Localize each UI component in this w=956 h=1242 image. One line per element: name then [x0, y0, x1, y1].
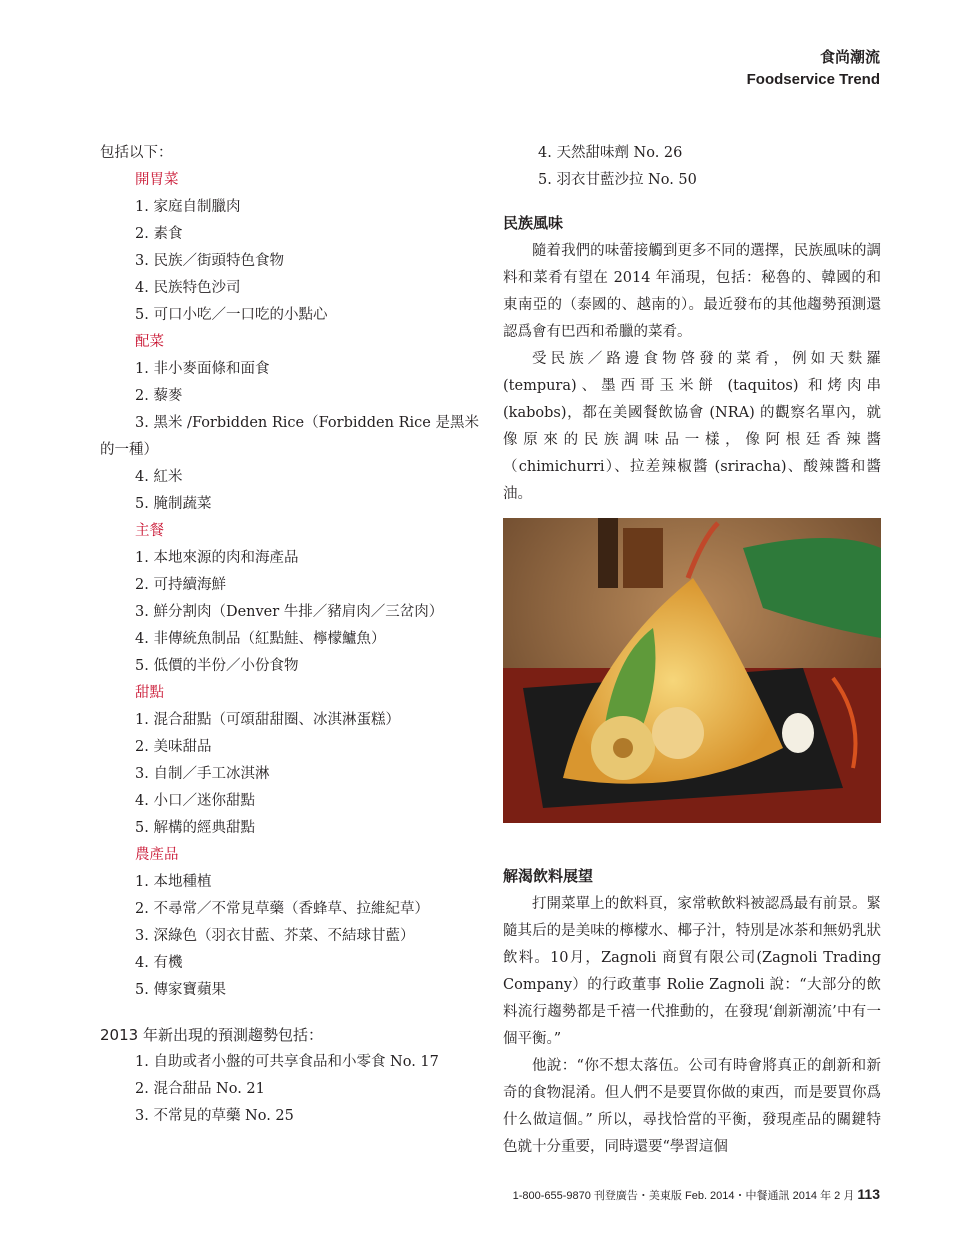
tempura-photo — [503, 518, 881, 823]
list-item: 1. 非小麥面條和面食 — [135, 361, 270, 377]
paragraph: 打開菜單上的飲料頁，家常軟飲料被認爲最有前景。緊隨其后的是美味的檸檬水、椰子汁，特別是冰茶和無奶乳狀飲料。10月，Zagnoli 商貿有限公司(Zagnoli Trading Company）的行政董事 Rolie Zagnoli 說：“大部分的飲料流行趨勢都是千禧一代推動的，在發現‘創新潮流’中有一個平衡。” — [503, 896, 881, 1047]
category-title: 開胃菜 — [135, 172, 179, 188]
list-item: 2. 混合甜品 No. 21 — [135, 1081, 265, 1097]
list-item: 4. 小口／迷你甜點 — [135, 793, 255, 809]
list-item: 5. 傳家寶蘋果 — [135, 982, 226, 998]
left-column — [100, 140, 480, 1130]
section-title-cn: 食尚潮流 — [819, 48, 880, 66]
list-item: 2. 素食 — [135, 226, 183, 242]
list-item: 3. 自制／手工冰淇淋 — [135, 766, 270, 782]
list-item: 3. 民族／街頭特色食物 — [135, 253, 284, 269]
list-item: 3. 黑米 /Forbidden Rice（Forbidden Rice 是黑米 — [135, 415, 479, 431]
list-item: 5. 腌制蔬菜 — [135, 496, 212, 512]
list-item: 3. 深綠色（羽衣甘藍、芥菜、不結球甘藍） — [135, 928, 415, 944]
page-footer — [513, 1186, 880, 1203]
list-item: 4. 天然甜味劑 No. 26 — [538, 145, 683, 161]
list-item: 1. 本地種植 — [135, 874, 212, 890]
trend-heading: 2013 年新出現的預測趨勢包括： — [100, 1026, 323, 1044]
paragraph: 隨着我們的味蕾接觸到更多不同的選擇，民族風味的調料和菜肴有望在 2014 年涌現，包括：秘魯的、韓國的和東南亞的（泰國的、越南的）。最近發布的其他趨勢預測還認爲會有巴西和希臘的菜肴。 — [503, 243, 881, 340]
list-item: 2. 可持續海鮮 — [135, 577, 226, 593]
category-title: 配菜 — [135, 334, 164, 350]
list-item: 5. 羽衣甘藍沙拉 No. 50 — [538, 172, 697, 188]
list-item: 4. 有機 — [135, 955, 183, 971]
drinks-body — [503, 891, 881, 1161]
category-title: 主餐 — [135, 523, 164, 539]
intro-text: 包括以下： — [100, 145, 173, 161]
section-title-en: Foodservice Trend — [746, 71, 880, 88]
list-item: 4. 紅米 — [135, 469, 183, 485]
footer-text: 1-800-655-9870 刊登廣告・美東版 Feb. 2014・中餐通訊 2014 年 2 月 — [512, 1190, 855, 1202]
ethnic-body — [503, 238, 881, 508]
category-title: 農產品 — [135, 847, 179, 863]
list-item: 3. 不常見的草藥 No. 25 — [135, 1108, 294, 1124]
list-item: 3. 鮮分割肉（Denver 牛排／豬肩肉／三岔肉） — [135, 604, 444, 620]
ethnic-heading: 民族風味 — [503, 214, 564, 232]
list-item: 4. 非傳統魚制品（紅點鮭、檸檬鱸魚） — [135, 631, 386, 647]
list-item: 2. 藜麥 — [135, 388, 183, 404]
list-item: 2. 不尋常／不常見草藥（香蜂草、拉維紀草） — [135, 901, 429, 917]
list-item: 5. 低價的半份／小份食物 — [135, 658, 299, 674]
list-item-continuation: 的一種） — [100, 442, 158, 458]
list-item: 1. 混合甜點（可頌甜甜圈、冰淇淋蛋糕） — [135, 712, 400, 728]
list-item: 1. 自助或者小盤的可共享食品和小零食 No. 17 — [135, 1054, 439, 1070]
category-title: 甜點 — [135, 685, 164, 701]
paragraph: 他說：“你不想太落伍。公司有時會將真正的創新和新奇的食物混淆。但人們不是要買你做的東西，而是要買你爲什么做這個。” 所以，尋找恰當的平衡，發現產品的關鍵特色就十分重要，同時還要“學習這個 — [503, 1058, 881, 1155]
list-item: 1. 家庭自制臘肉 — [135, 199, 241, 215]
list-item: 2. 美味甜品 — [135, 739, 212, 755]
page-number: 113 — [857, 1186, 880, 1202]
drinks-heading: 解渴飲料展望 — [503, 867, 594, 885]
right-column — [503, 140, 881, 1161]
paragraph: 受民族／路邊食物啓發的菜肴，例如天麩羅 (tempura)、墨西哥玉米餅 (taquitos) 和烤肉串 (kabobs)，都在美國餐飲協會 (NRA) 的觀察名單內，就像原來的民族調味品一樣，像阿根廷香辣醬（chimichurri）、拉差辣椒醬 (sriracha)、酸辣醬和醬油。 — [503, 351, 881, 502]
list-item: 1. 本地來源的肉和海產品 — [135, 550, 299, 566]
list-item: 5. 解構的經典甜點 — [135, 820, 255, 836]
list-item: 4. 民族特色沙司 — [135, 280, 241, 296]
list-item: 5. 可口小吃／一口吃的小點心 — [135, 307, 328, 323]
